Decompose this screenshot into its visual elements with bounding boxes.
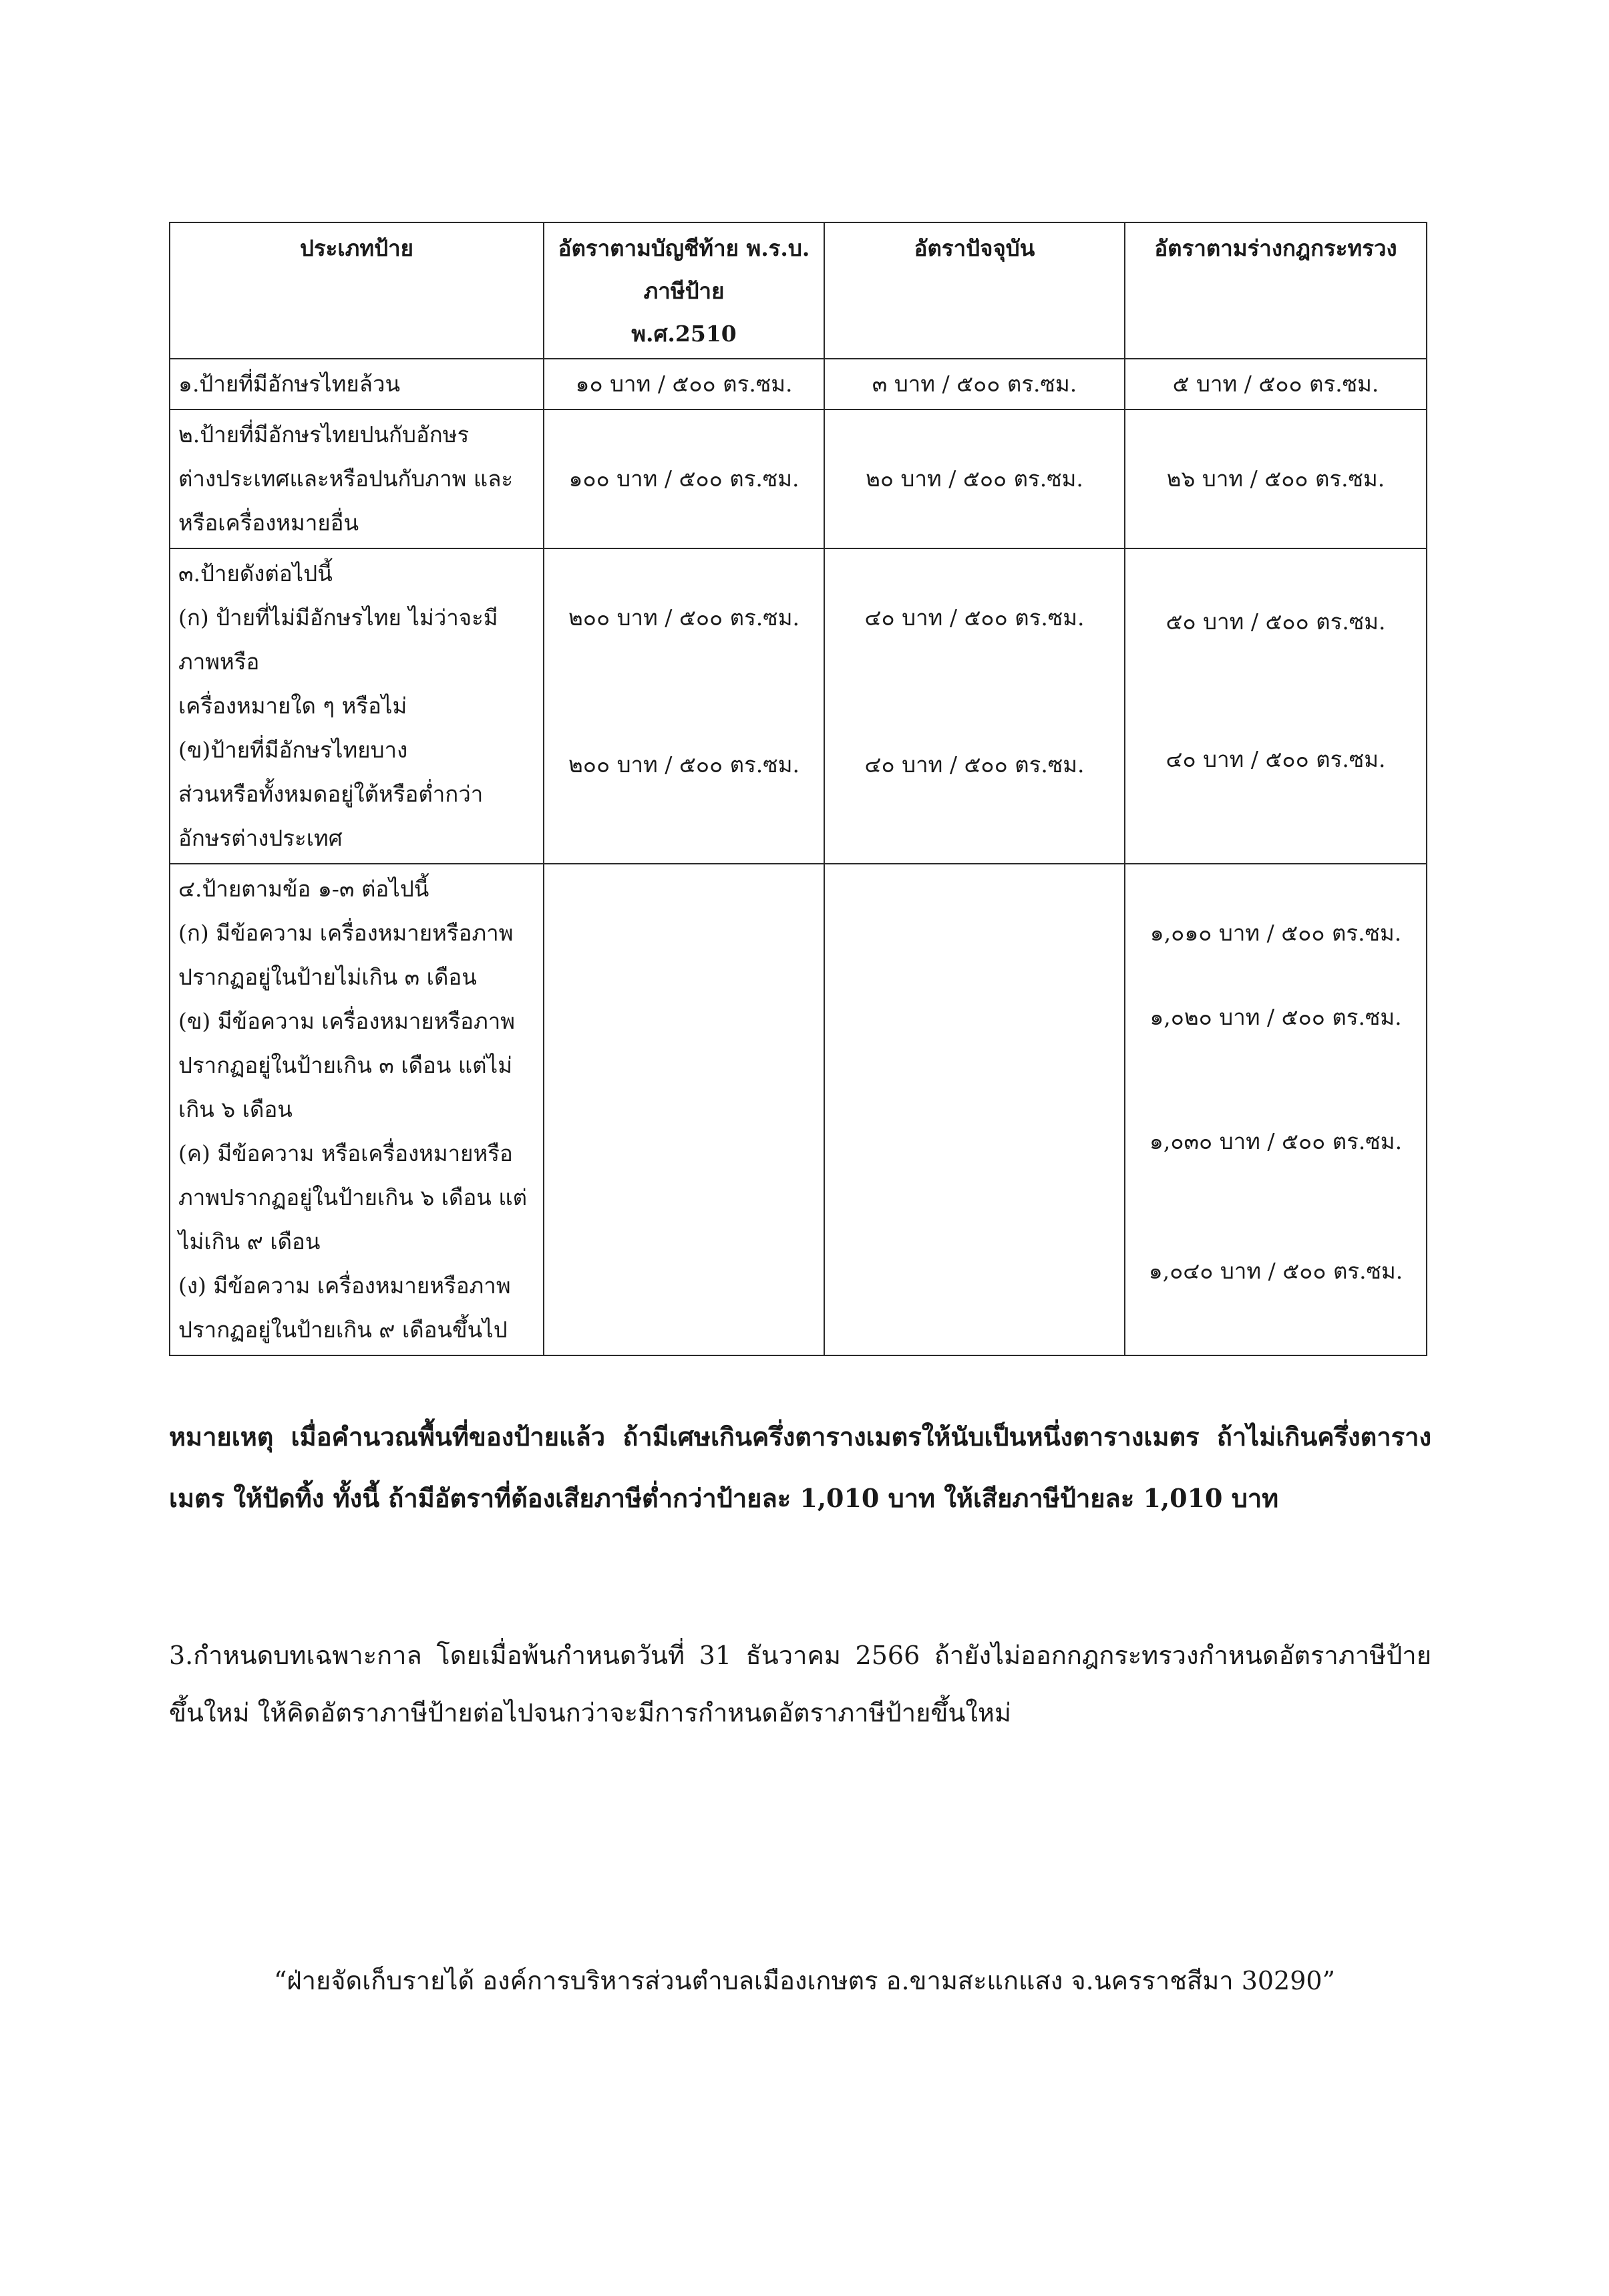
header-sign-type: ประเภทป้าย <box>170 222 544 359</box>
sign-type-cell: ๒.ป้ายที่มีอักษรไทยปนกับอักษร ต่างประเทศและหรือปนกับภาพ และ หรือเครื่องหมายอื่น <box>170 409 544 548</box>
header-current-rate: อัตราปัจจุบัน <box>824 222 1125 359</box>
draft-rate-cell: ๑,๐๑๐ บาท / ๕๐๐ ตร.ซม. ๑,๐๒๐ บาท / ๕๐๐ ตร.ซม. ๑,๐๓๐ บาท / ๕๐๐ ตร.ซม. ๑,๐๔๐ บาท / ๕๐๐ ตร.ซม. <box>1125 864 1427 1355</box>
sign-type-cell: ๓.ป้ายดังต่อไปนี้ (ก) ป้ายที่ไม่มีอักษรไทย ไม่ว่าจะมี ภาพหรือ เครื่องหมายใด ๆ หรือไม่ (ข)ป้ายที่มีอักษรไทยบาง ส่วนหรือทั้งหมดอยู่ใต้หรือต่ำกว่า อักษรต่างประเทศ <box>170 548 544 864</box>
footer-signature: “ฝ่ายจัดเก็บรายได้ องค์การบริหารส่วนตำบลเมืองเกษตร อ.ขามสะแกแสง จ.นครราชสีมา 30290” <box>273 1966 1336 1995</box>
sign-tax-rate-table <box>169 222 1427 1356</box>
current-rate-cell: ๓ บาท / ๕๐๐ ตร.ซม. <box>824 359 1125 409</box>
transitional-clause-paragraph: 3.กำหนดบทเฉพาะกาล โดยเมื่อพ้นกำหนดวันที่ 31 ธันวาคม 2566 ถ้ายังไม่ออกกฎกระทรวงกำหนดอัตราภาษีป้ายขึ้นใหม่ ให้คิดอัตราภาษีป้ายต่อไปจนกว่าจะมีการกำหนดอัตราภาษีป้ายขึ้นใหม่ <box>169 1641 1431 1728</box>
table-row <box>170 864 1427 1355</box>
draft-rate-cell: ๕ บาท / ๕๐๐ ตร.ซม. <box>1125 359 1427 409</box>
current-rate-cell <box>824 864 1125 1355</box>
header-draft-rate: อัตราตามร่างกฎกระทรวง <box>1125 222 1427 359</box>
table-header-row <box>170 222 1427 359</box>
draft-rate-cell: ๒๖ บาท / ๕๐๐ ตร.ซม. <box>1125 409 1427 548</box>
table-row <box>170 409 1427 548</box>
header-act-rate: อัตราตามบัญชีท้าย พ.ร.บ. ภาษีป้าย พ.ศ.2510 <box>544 222 824 359</box>
act-rate-cell <box>544 864 824 1355</box>
current-rate-cell: ๔๐ บาท / ๕๐๐ ตร.ซม. ๔๐ บาท / ๕๐๐ ตร.ซม. <box>824 548 1125 864</box>
sign-type-cell: ๑.ป้ายที่มีอักษรไทยล้วน <box>170 359 544 409</box>
sign-type-cell: ๔.ป้ายตามข้อ ๑-๓ ต่อไปนี้ (ก) มีข้อความ เครื่องหมายหรือภาพ ปรากฏอยู่ในป้ายไม่เกิน ๓ เดือน (ข) มีข้อความ เครื่องหมายหรือภาพ ปรากฏอยู่ในป้ายเกิน ๓ เดือน แต่ไม่ เกิน ๖ เดือน (ค) มีข้อความ หรือเครื่องหมายหรือ ภาพปรากฏอยู่ในป้ายเกิน ๖ เดือน แต่ ไม่เกิน ๙ เดือน (ง) มีข้อความ เครื่องหมายหรือภาพ ปรากฏอยู่ในป้ายเกิน ๙ เดือนขึ้นไป <box>170 864 544 1355</box>
act-rate-cell: ๒๐๐ บาท / ๕๐๐ ตร.ซม. ๒๐๐ บาท / ๕๐๐ ตร.ซม. <box>544 548 824 864</box>
table-row <box>170 548 1427 864</box>
act-rate-cell: ๑๐๐ บาท / ๕๐๐ ตร.ซม. <box>544 409 824 548</box>
draft-rate-cell: ๕๐ บาท / ๕๐๐ ตร.ซม. ๔๐ บาท / ๕๐๐ ตร.ซม. <box>1125 548 1427 864</box>
current-rate-cell: ๒๐ บาท / ๕๐๐ ตร.ซม. <box>824 409 1125 548</box>
remark-paragraph: หมายเหตุ เมื่อคำนวณพื้นที่ของป้ายแล้ว ถ้ามีเศษเกินครึ่งตารางเมตรให้นับเป็นหนึ่งตารางเมตร ถ้าไม่เกินครึ่งตารางเมตร ให้ปัดทิ้ง ทั้งนี้ ถ้ามีอัตราที่ต้องเสียภาษีต่ำกว่าป้ายละ 1,010 บาท ให้เสียภาษีป้ายละ 1,010 บาท <box>169 1422 1431 1513</box>
act-rate-cell: ๑๐ บาท / ๕๐๐ ตร.ซม. <box>544 359 824 409</box>
table-row <box>170 359 1427 409</box>
